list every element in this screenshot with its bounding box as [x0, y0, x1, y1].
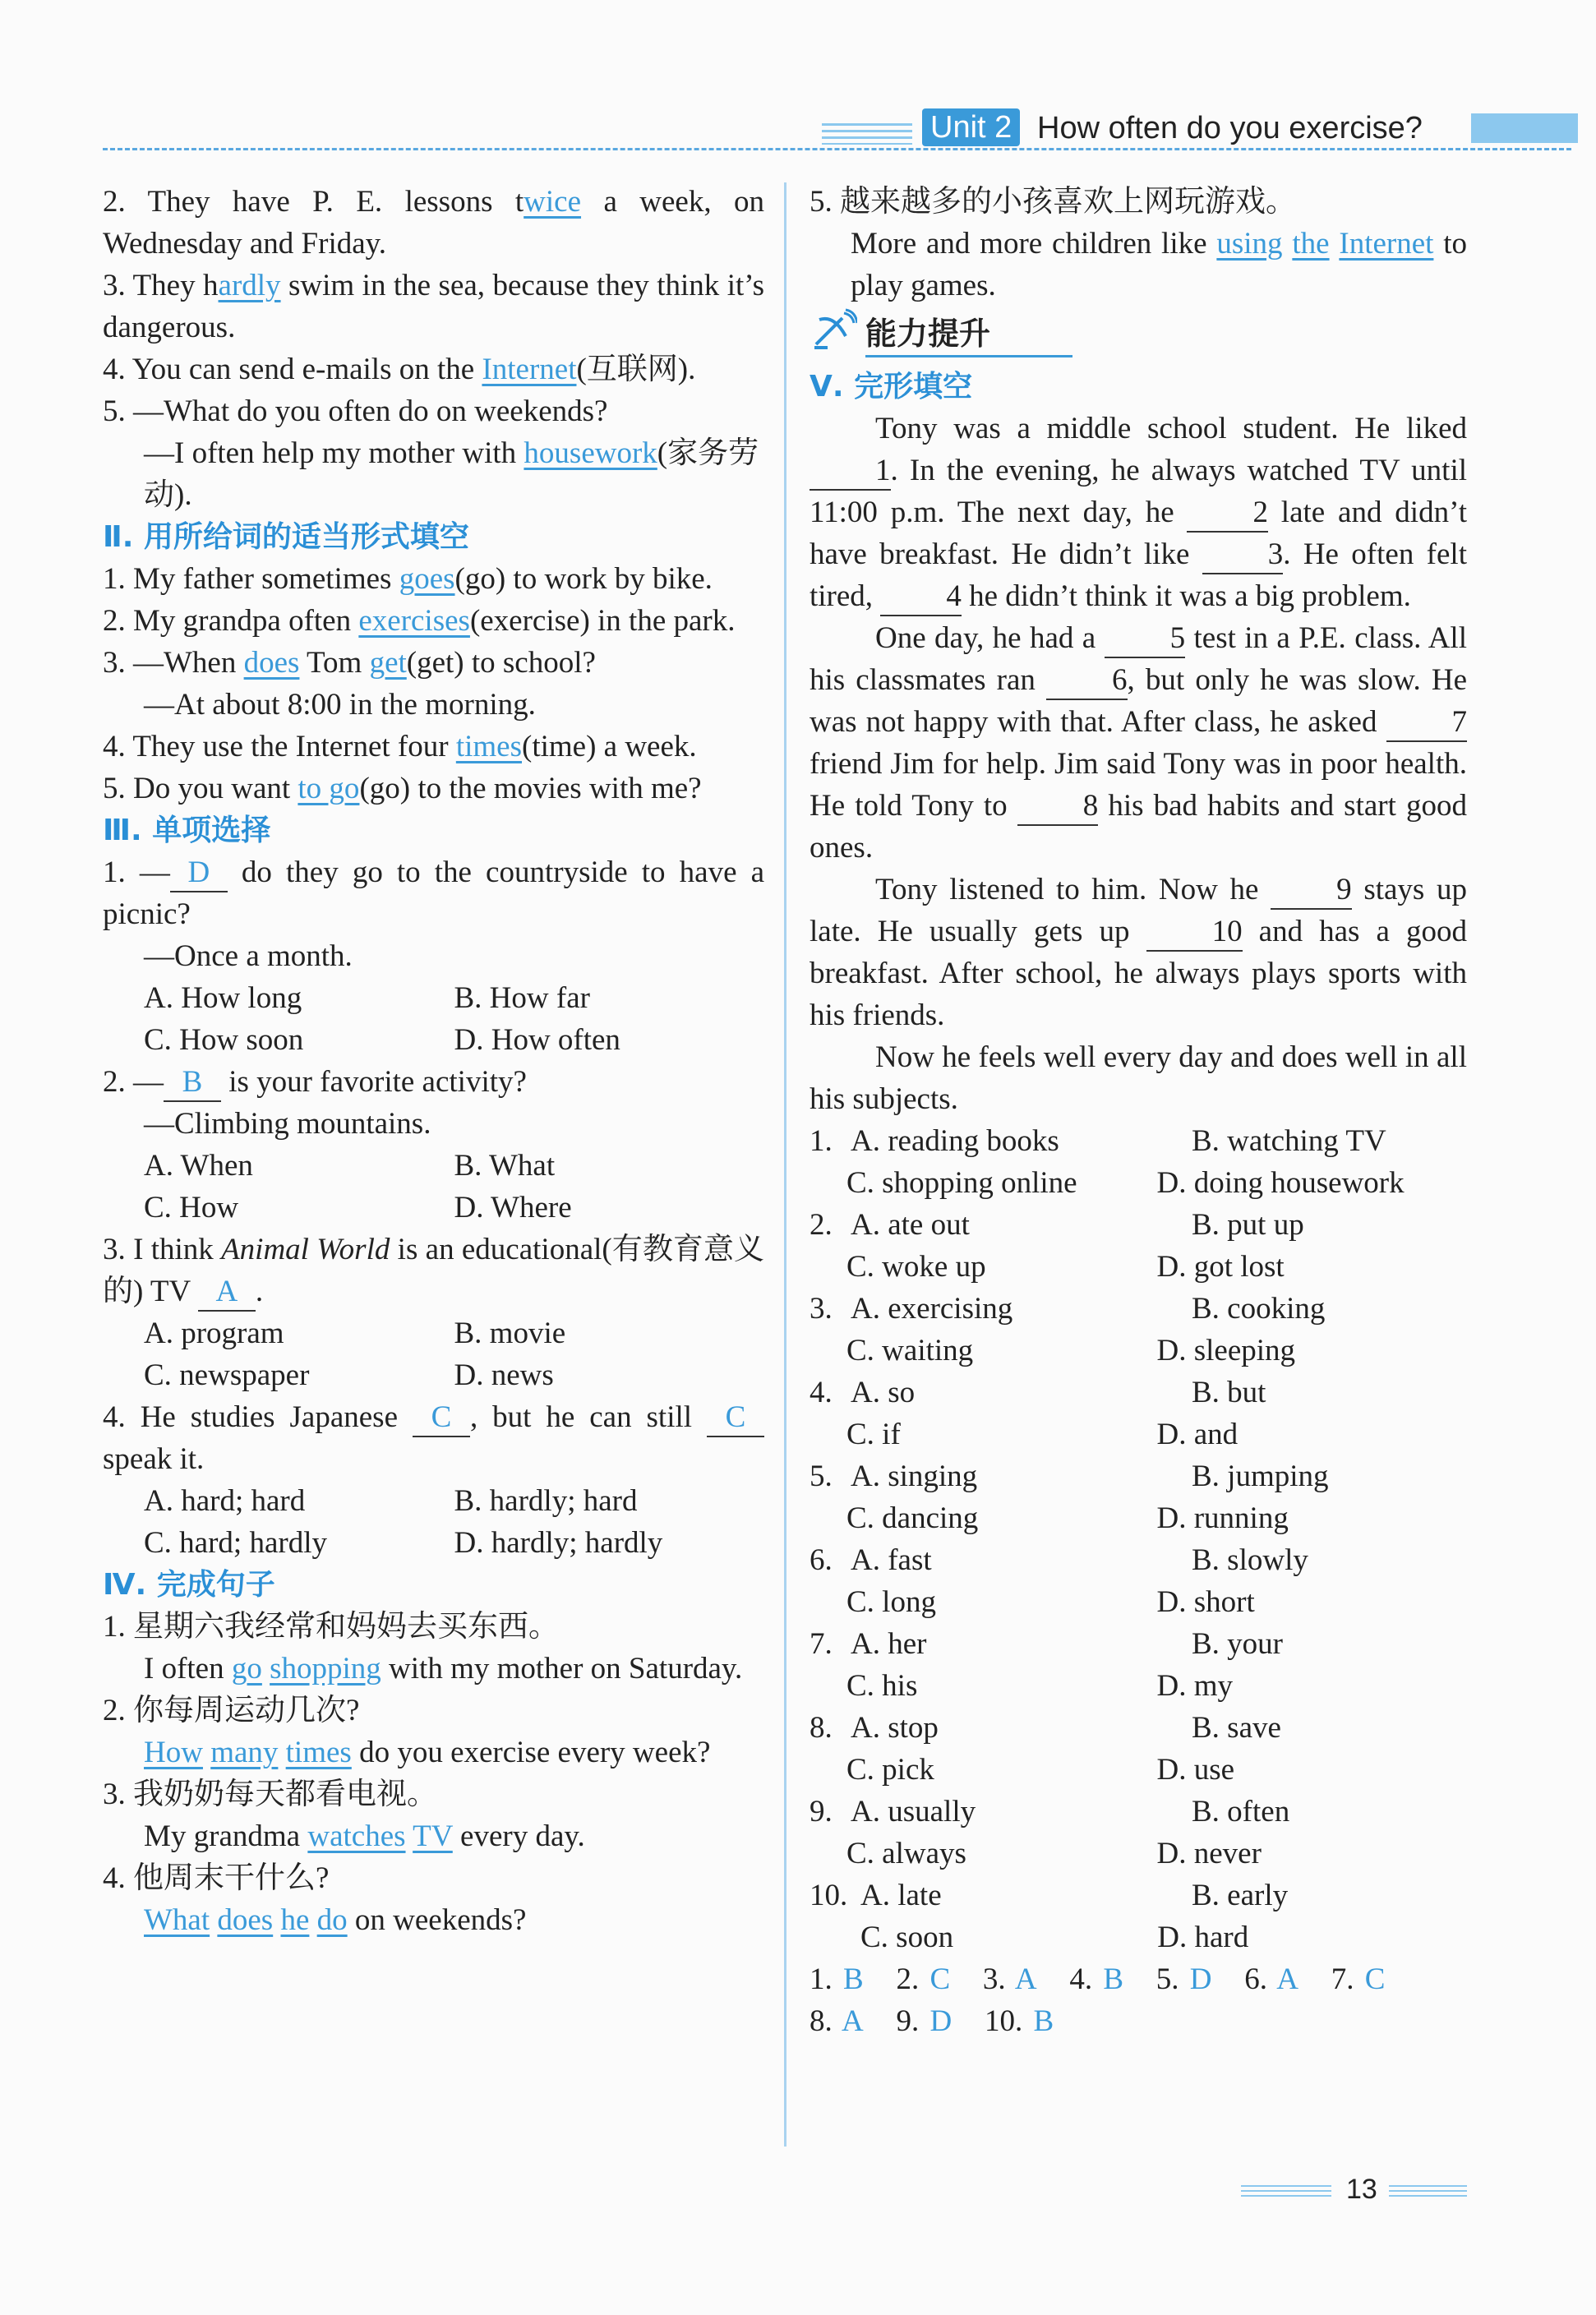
option: A. usually: [851, 1795, 976, 1828]
passage-paragraph-3: [810, 869, 1467, 1036]
item-text: 1. My father sometimes: [103, 562, 399, 596]
answer-number: 6.: [1244, 1962, 1267, 1996]
section-5-title: Ⅴ. 完形填空: [810, 370, 973, 404]
answer: C: [1364, 1962, 1386, 1996]
item-4-3: [103, 1815, 764, 1857]
choice-row: [810, 1204, 1467, 1246]
answer: TV: [413, 1819, 453, 1853]
answer: times: [285, 1736, 352, 1769]
answer-number: 9.: [896, 2004, 920, 2038]
choice-number: 1.: [810, 1124, 833, 1158]
option: D. running: [1156, 1501, 1289, 1535]
answer-number: 2.: [896, 1962, 920, 1996]
option: D. never: [1156, 1837, 1262, 1870]
answer: times: [455, 730, 522, 763]
answer: do: [316, 1903, 348, 1937]
satellite-icon: [810, 308, 857, 362]
item-text: He studies Japanese: [140, 1400, 413, 1434]
item-text: They have P. E. lessons t: [147, 185, 524, 219]
option: C. soon: [860, 1921, 954, 1954]
item-text: speak it.: [103, 1442, 205, 1476]
answer: does: [243, 646, 300, 680]
choice-row: [810, 1665, 1467, 1707]
option: B. hardly; hard: [454, 1484, 638, 1518]
item-text: (time) a week.: [522, 730, 697, 763]
answer-number: 7.: [1331, 1962, 1354, 1996]
item-text: (家务劳动).: [144, 436, 759, 512]
choice-number: 7.: [810, 1627, 833, 1661]
answer: A: [1276, 1962, 1298, 1996]
item-2-5: [103, 768, 764, 809]
option: A. hard; hard: [144, 1484, 306, 1518]
answer: wice: [524, 185, 582, 219]
choice-row: [810, 1875, 1467, 1916]
item-number: 2.: [103, 1065, 126, 1099]
item-4-3-zh: 3. 我奶奶每天都看电视。: [103, 1778, 437, 1811]
answer-number: 10.: [984, 2004, 1023, 2038]
options: [103, 1187, 764, 1229]
option: A. ate out: [851, 1208, 970, 1242]
passage-text: Tony was a middle school student. He liked: [875, 412, 1467, 445]
page-footer: [1233, 2174, 1479, 2207]
item-text: (get) to school?: [406, 646, 596, 680]
item-2-4: [103, 726, 764, 768]
footer-decoration-left: [1241, 2185, 1331, 2197]
item-text: —: [139, 855, 170, 889]
option: B. your: [1192, 1627, 1283, 1661]
answer-blank: C: [413, 1400, 470, 1437]
answer: A: [1014, 1962, 1037, 1996]
answer-key: [810, 1958, 1467, 2042]
item-text: (互联网).: [576, 353, 696, 386]
choice-row: [810, 1749, 1467, 1791]
unit-badge: Unit 2: [922, 108, 1020, 146]
choice-row: [810, 1246, 1467, 1288]
answer: get: [369, 646, 407, 680]
item-text: is an educational(有教育意义的) TV: [103, 1233, 765, 1308]
cloze-blank: 3: [1202, 537, 1284, 574]
options: [103, 1312, 764, 1354]
item-3-2-reply: —Climbing mountains.: [144, 1107, 431, 1141]
option: C. newspaper: [144, 1358, 310, 1392]
option: A. How long: [144, 981, 302, 1015]
item-number: 3.: [103, 1233, 126, 1266]
option: B. How far: [454, 981, 590, 1015]
option: D. got lost: [1156, 1250, 1285, 1284]
item-text: You can send e-mails on the: [131, 353, 482, 386]
option: B. but: [1192, 1376, 1266, 1409]
item-text: (exercise) in the park.: [469, 604, 736, 638]
passage-paragraph-1: [810, 408, 1467, 617]
option: B. cooking: [1192, 1292, 1326, 1326]
header-dashed-rule: [103, 148, 1571, 150]
answer: the: [1292, 227, 1330, 261]
answer: ardly: [218, 269, 281, 302]
choice-number: 4.: [810, 1376, 833, 1409]
item-text: 2. My grandpa often: [103, 604, 359, 638]
item-text: do you exercise every week?: [351, 1736, 711, 1769]
item-4-4: [103, 1899, 764, 1941]
header-decoration-lines: [822, 123, 912, 145]
passage-text: test in a P.E. class. All his classmates ran: [810, 621, 1467, 697]
choice-row: [810, 1497, 1467, 1539]
item-text: I think: [133, 1233, 222, 1266]
option: C. pick: [846, 1753, 934, 1787]
answer-number: 1.: [810, 1962, 833, 1996]
option: D. doing housework: [1156, 1166, 1405, 1200]
answer: exercises: [358, 604, 470, 638]
answer: using: [1216, 227, 1283, 261]
option: B. often: [1192, 1795, 1290, 1828]
option: B. put up: [1192, 1208, 1304, 1242]
option: C. waiting: [846, 1334, 974, 1367]
option: C. long: [846, 1585, 936, 1619]
option: A. exercising: [851, 1292, 1013, 1326]
answer: What: [144, 1903, 210, 1937]
choice-number: 2.: [810, 1208, 833, 1242]
item-3-3: [103, 1229, 764, 1312]
answer: to go: [298, 772, 360, 805]
item-text: —What do you often do on weekends?: [133, 394, 608, 428]
answer: How: [144, 1736, 203, 1769]
answer: housework: [524, 436, 657, 470]
passage-text: stays up late. He usually gets up: [810, 873, 1467, 948]
answer-blank: A: [198, 1274, 256, 1312]
option: D. How often: [454, 1023, 620, 1057]
section-2-title: Ⅱ. 用所给词的适当形式填空: [103, 520, 469, 554]
option: C. always: [846, 1837, 966, 1870]
option: D. news: [454, 1358, 554, 1392]
passage-text: Tony listened to him. Now he: [875, 873, 1271, 906]
item-1-4: [103, 348, 764, 390]
option: A. reading books: [851, 1124, 1059, 1158]
answer-key-row-2: [810, 2000, 1467, 2042]
item-number: 2.: [103, 185, 126, 219]
section-3-title: Ⅲ. 单项选择: [103, 814, 271, 847]
cloze-blank: 1: [810, 453, 891, 491]
item-4-2: [103, 1732, 764, 1773]
answer: A: [841, 2004, 864, 2038]
choice-row: [810, 1120, 1467, 1162]
choice-number: 5.: [810, 1460, 833, 1493]
item-text: to play games.: [851, 227, 1468, 302]
choice-list: [810, 1120, 1467, 1958]
answer-number: 8.: [810, 2004, 833, 2038]
item-text: .: [255, 1275, 264, 1308]
item-text: —I often help my mother with: [144, 436, 524, 470]
answer: D: [1189, 1962, 1212, 1996]
item-number: 4.: [103, 1400, 126, 1434]
item-text: (go) to the movies with me?: [359, 772, 702, 805]
item-number: 1.: [103, 855, 126, 889]
option: C. if: [846, 1418, 901, 1451]
item-2-1: [103, 558, 764, 600]
item-text: I often: [144, 1652, 232, 1686]
passage-text: his bad habits and start good ones.: [810, 789, 1467, 865]
choice-row: [810, 1833, 1467, 1875]
cloze-blank: 4: [880, 579, 962, 616]
choice-row: [810, 1916, 1467, 1958]
choice-row: [810, 1539, 1467, 1581]
passage-text: he didn’t think it was a big problem.: [961, 579, 1411, 613]
choice-number: 8.: [810, 1711, 833, 1745]
choice-row: [810, 1372, 1467, 1413]
option: D. sleeping: [1156, 1334, 1296, 1367]
choice-row: [810, 1330, 1467, 1372]
italic-title: Animal World: [221, 1233, 390, 1266]
item-4-1: [103, 1648, 764, 1690]
item-2-2: [103, 600, 764, 642]
answer-blank: D: [170, 855, 228, 892]
option: D. use: [1156, 1753, 1235, 1787]
answer-key-row-1: [810, 1958, 1467, 2000]
option: B. early: [1192, 1879, 1289, 1912]
options: [103, 1480, 764, 1522]
option: C. dancing: [846, 1501, 979, 1535]
item-text: every day.: [452, 1819, 585, 1853]
passage-text: . In the evening, he always watched TV until 11:00 p.m. The next day, he: [810, 454, 1467, 529]
item-text: , but he can still: [469, 1400, 707, 1434]
option: C. shopping online: [846, 1166, 1077, 1200]
page-header: [0, 105, 1596, 154]
answer: Internet: [482, 353, 577, 386]
passage-text: friend Jim for help. Jim said Tony was in poor health. He told Tony to: [810, 747, 1467, 823]
answer: B: [1033, 2004, 1054, 2038]
item-text: They h: [132, 269, 219, 302]
answer: Internet: [1339, 227, 1434, 261]
cloze-blank: 2: [1187, 495, 1268, 533]
answer: C: [929, 1962, 951, 1996]
passage-text: One day, he had a: [875, 621, 1105, 655]
item-text: My grandma: [144, 1819, 308, 1853]
option: C. his: [846, 1669, 918, 1703]
passage-paragraph-4: Now he feels well every day and does well in all his subjects.: [810, 1040, 1467, 1116]
page-number: 13: [1346, 2174, 1377, 2205]
item-4-5: [810, 223, 1467, 307]
answer-blank: B: [164, 1064, 221, 1102]
option: C. woke up: [846, 1250, 986, 1284]
choice-row: [810, 1455, 1467, 1497]
cloze-blank: 7: [1386, 704, 1468, 742]
item-number: 5.: [103, 394, 126, 428]
answer: go: [231, 1652, 262, 1686]
option: B. save: [1192, 1711, 1281, 1745]
answer: shopping: [270, 1652, 381, 1686]
item-number: 4.: [103, 353, 126, 386]
option: C. How: [144, 1191, 239, 1224]
item-3-2: [103, 1061, 764, 1103]
passage-text: , but only he was slow. He was not happy with that. After class, he asked: [810, 663, 1467, 739]
answer-blank: C: [707, 1400, 764, 1437]
answer-number: 4.: [1069, 1962, 1093, 1996]
answer: D: [929, 2004, 953, 2038]
unit-title: How often do you exercise?: [1037, 111, 1423, 145]
item-text: swim in the sea, because they think it’s dangerous.: [103, 269, 764, 344]
passage-text: . He often felt tired,: [810, 537, 1467, 613]
passage-text: and has a good breakfast. After school, he always plays sports with his friends.: [810, 915, 1468, 1032]
option: A. singing: [851, 1460, 978, 1493]
option: D. short: [1156, 1585, 1255, 1619]
item-text: 5. Do you want: [103, 772, 298, 805]
option: C. hard; hardly: [144, 1526, 327, 1560]
answer: B: [1103, 1962, 1124, 1996]
item-text: a week, on Wednesday and Friday.: [103, 185, 764, 261]
option: A. her: [851, 1627, 927, 1661]
item-2-3: [103, 642, 764, 684]
choice-number: 6.: [810, 1543, 833, 1577]
passage-paragraph-2: [810, 617, 1467, 869]
option: D. and: [1156, 1418, 1239, 1451]
answer-number: 3.: [982, 1962, 1006, 1996]
answer: many: [210, 1736, 279, 1769]
item-3-1: [103, 851, 764, 935]
option: B. movie: [454, 1317, 566, 1350]
item-text: 3. —When: [103, 646, 244, 680]
option: C. How soon: [144, 1023, 304, 1057]
choice-row: [810, 1623, 1467, 1665]
choice-row: [810, 1413, 1467, 1455]
choice-row: [810, 1581, 1467, 1623]
option: D. hardly; hardly: [454, 1526, 663, 1560]
answer: goes: [399, 562, 455, 596]
item-text: is your favorite activity?: [221, 1065, 527, 1099]
choice-number: 3.: [810, 1292, 833, 1326]
item-1-3: [103, 265, 764, 348]
item-text: —: [133, 1065, 164, 1099]
options: [103, 977, 764, 1019]
item-3-4: [103, 1396, 764, 1480]
option: B. slowly: [1192, 1543, 1308, 1577]
answer: watches: [307, 1819, 406, 1853]
options: [103, 1522, 764, 1564]
option: B. watching TV: [1192, 1124, 1386, 1158]
ability-heading: [810, 308, 1467, 362]
option: A. stop: [851, 1711, 939, 1745]
cloze-blank: 6: [1046, 662, 1128, 700]
column-divider: [784, 182, 786, 2147]
item-4-2-zh: 2. 你每周运动几次?: [103, 1694, 360, 1727]
choice-row: [810, 1791, 1467, 1833]
answer-number: 5.: [1155, 1962, 1179, 1996]
passage-text: late and didn’t have breakfast. He didn’t like: [810, 496, 1467, 571]
right-column: [810, 181, 1467, 2042]
cloze-blank: 10: [1146, 914, 1243, 952]
answer: he: [280, 1903, 310, 1937]
item-4-4-zh: 4. 他周末干什么?: [103, 1861, 330, 1895]
choice-row: [810, 1288, 1467, 1330]
option: A. program: [144, 1317, 284, 1350]
choice-number: 10.: [810, 1879, 848, 1912]
option: D. Where: [454, 1191, 572, 1224]
item-4-1-zh: 1. 星期六我经常和妈妈去买东西。: [103, 1610, 559, 1644]
options: [103, 1145, 764, 1187]
item-text: on weekends?: [347, 1903, 527, 1937]
options: [103, 1354, 764, 1396]
item-number: 3.: [103, 269, 126, 302]
option: B. jumping: [1192, 1460, 1329, 1493]
option: D. hard: [1157, 1921, 1249, 1954]
choice-row: [810, 1707, 1467, 1749]
item-1-5: [103, 390, 764, 432]
answer: does: [217, 1903, 274, 1937]
options: [103, 1019, 764, 1061]
item-1-2: [103, 181, 764, 265]
item-4-5-zh: 5. 越来越多的小孩喜欢上网玩游戏。: [810, 185, 1296, 219]
choice-number: 9.: [810, 1795, 833, 1828]
left-column: [103, 181, 764, 1941]
ability-title: 能力提升: [865, 313, 1072, 357]
cloze-blank: 8: [1017, 788, 1099, 826]
option: D. my: [1156, 1669, 1233, 1703]
item-text: More and more children like: [851, 227, 1217, 261]
item-3-1-reply: —Once a month.: [144, 939, 353, 973]
item-text: do they go to the countryside to have a picnic?: [103, 855, 765, 931]
item-text: (go) to work by bike.: [454, 562, 713, 596]
option: B. What: [454, 1149, 556, 1183]
item-text: 4. They use the Internet four: [103, 730, 456, 763]
section-4-title: Ⅳ. 完成句子: [103, 1568, 275, 1602]
answer: B: [843, 1962, 864, 1996]
option: A. When: [144, 1149, 253, 1183]
cloze-blank: 9: [1271, 872, 1352, 910]
choice-row: [810, 1162, 1467, 1204]
item-2-3-reply: —At about 8:00 in the morning.: [144, 688, 536, 722]
option: A. so: [851, 1376, 916, 1409]
item-1-5-reply: [103, 432, 764, 516]
option: A. fast: [851, 1543, 932, 1577]
option: A. late: [860, 1879, 942, 1912]
footer-decoration-right: [1389, 2185, 1467, 2197]
cloze-blank: 5: [1105, 620, 1186, 658]
item-text: with my mother on Saturday.: [381, 1652, 743, 1686]
item-text: Tom: [299, 646, 370, 680]
header-decoration-bar: [1471, 113, 1578, 143]
